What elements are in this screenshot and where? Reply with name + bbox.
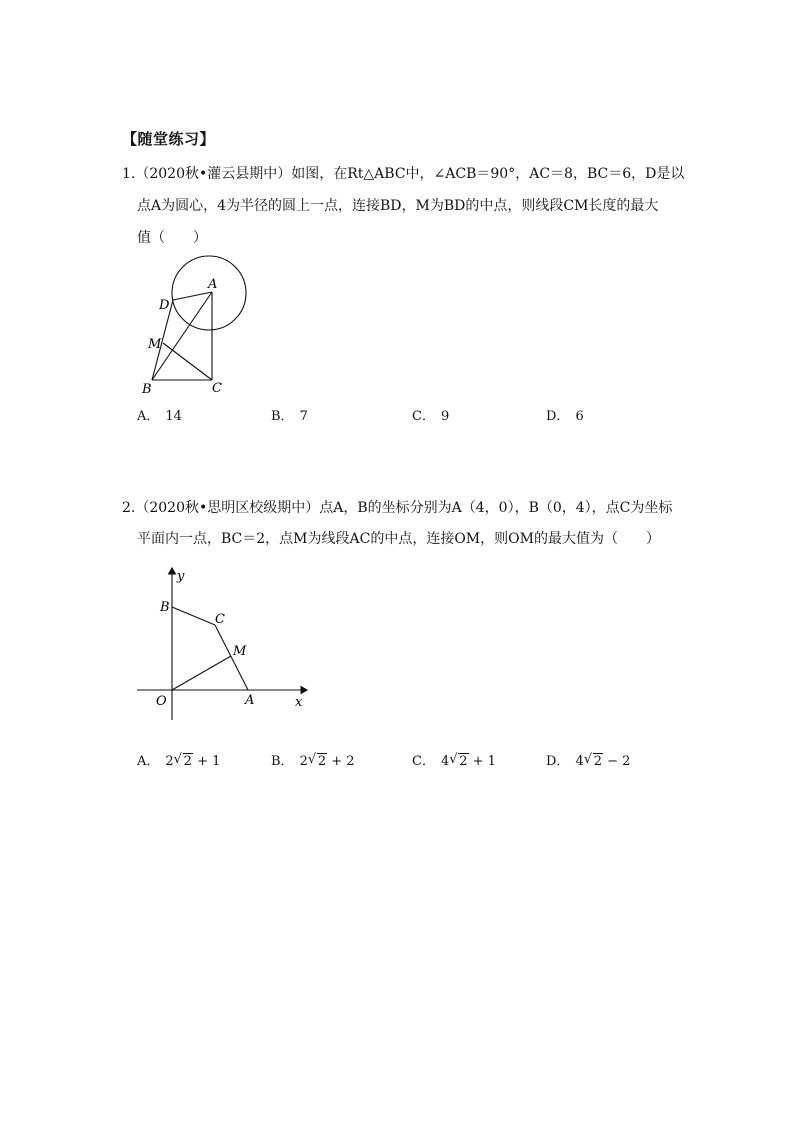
q2-choice-d[interactable]: [546, 750, 630, 769]
q2-text-line2: 平面内一点，BC＝2，点M为线段AC的中点，连接OM，则OM的最大值为（ ）: [137, 531, 660, 547]
q1-label-C: C: [212, 381, 222, 396]
q2-choice-c-label: C．: [412, 754, 435, 769]
q1-segment-CM: [163, 343, 212, 380]
q1-choice-a-label: A．: [137, 409, 160, 424]
q2-choice-b-tail: + 2: [331, 754, 355, 769]
q2-label-y: y: [177, 569, 185, 584]
q2-text-line1: 点A，B的坐标分别为A（4，0），B（0，4），点C为坐标: [319, 500, 673, 516]
q1-figure: [135, 250, 260, 400]
q1-choice-c[interactable]: [412, 405, 449, 424]
q2-choice-a-coef: 2: [165, 754, 174, 769]
q1-choice-b[interactable]: [271, 405, 308, 424]
q1-line1: [122, 165, 684, 183]
q2-choice-a-tail: + 1: [197, 754, 221, 769]
q2-choice-c-tail: + 1: [472, 754, 496, 769]
q2-figure: [135, 560, 320, 720]
q2-segment-OM: [172, 656, 231, 690]
q1-label-B: B: [142, 382, 152, 397]
q1-choice-c-value: 9: [440, 409, 450, 424]
q2-choice-c-sqrt: √ 2: [449, 752, 468, 769]
q1-segment-AD: [173, 292, 212, 300]
q2-segment-BC: [172, 607, 215, 625]
q2-choice-c-radicand: 2: [459, 754, 468, 769]
q1-choice-b-label: B．: [271, 409, 294, 424]
q1-number: 1.: [122, 166, 136, 182]
q2-choice-d-tail: − 2: [607, 754, 631, 769]
q2-choice-d-coef: 4: [575, 754, 584, 769]
q1-line3: [137, 229, 207, 247]
q2-label-C: C: [215, 612, 225, 627]
q1-text-line1: 如图，在Rt△ABC中，∠ACB＝90°，AC＝8，BC＝6，D是以: [291, 166, 685, 182]
q1-choice-d-label: D．: [546, 409, 570, 424]
q2-line2: [137, 530, 660, 548]
q1-label-M: M: [148, 337, 162, 352]
q1-choice-d-value: 6: [575, 409, 584, 424]
q2-choice-b-coef: 2: [299, 754, 308, 769]
q1-choice-a[interactable]: [137, 405, 182, 424]
q2-label-M: M: [233, 644, 247, 659]
q2-choice-c-coef: 4: [440, 754, 450, 769]
q2-choice-b-label: B．: [271, 754, 294, 769]
q1-choice-c-label: C．: [412, 409, 435, 424]
q2-line1: [122, 499, 672, 517]
q2-choice-b[interactable]: [271, 750, 355, 769]
q1-label-D: D: [159, 298, 170, 313]
q2-label-O: O: [156, 694, 167, 709]
q2-source: （2020秋•思明区校级期中）: [135, 500, 320, 516]
q2-choice-d-sqrt: √ 2: [583, 752, 602, 769]
q2-choice-a[interactable]: [137, 750, 220, 769]
q1-choice-a-value: 14: [165, 409, 182, 424]
q1-text-line3: 值（ ）: [137, 230, 207, 246]
section-title: 【随堂练习】: [122, 130, 216, 148]
q1-choice-b-value: 7: [299, 409, 308, 424]
q1-label-A: A: [208, 277, 218, 292]
q2-label-B: B: [160, 600, 170, 615]
q2-choice-c[interactable]: [412, 750, 496, 769]
q2-choice-a-label: A．: [137, 754, 160, 769]
q2-label-A: A: [245, 693, 255, 708]
q2-choice-d-label: D．: [546, 754, 570, 769]
q1-source: （2020秋•灌云县期中）: [135, 166, 292, 182]
q1-text-line2: 点A为圆心，4为半径的圆上一点，连接BD，M为BD的中点，则线段CM长度的最大: [137, 198, 659, 214]
q2-choice-b-radicand: 2: [317, 754, 327, 769]
q2-choice-d-radicand: 2: [593, 754, 602, 769]
q2-choice-a-sqrt: √ 2: [173, 752, 192, 769]
q2-choice-b-sqrt: √ 2: [307, 752, 327, 769]
q2-number: 2.: [122, 500, 136, 516]
q1-choice-d[interactable]: [546, 405, 584, 424]
q1-line2: [137, 197, 658, 215]
q2-label-x: x: [295, 695, 303, 710]
q2-choice-a-radicand: 2: [183, 754, 192, 769]
